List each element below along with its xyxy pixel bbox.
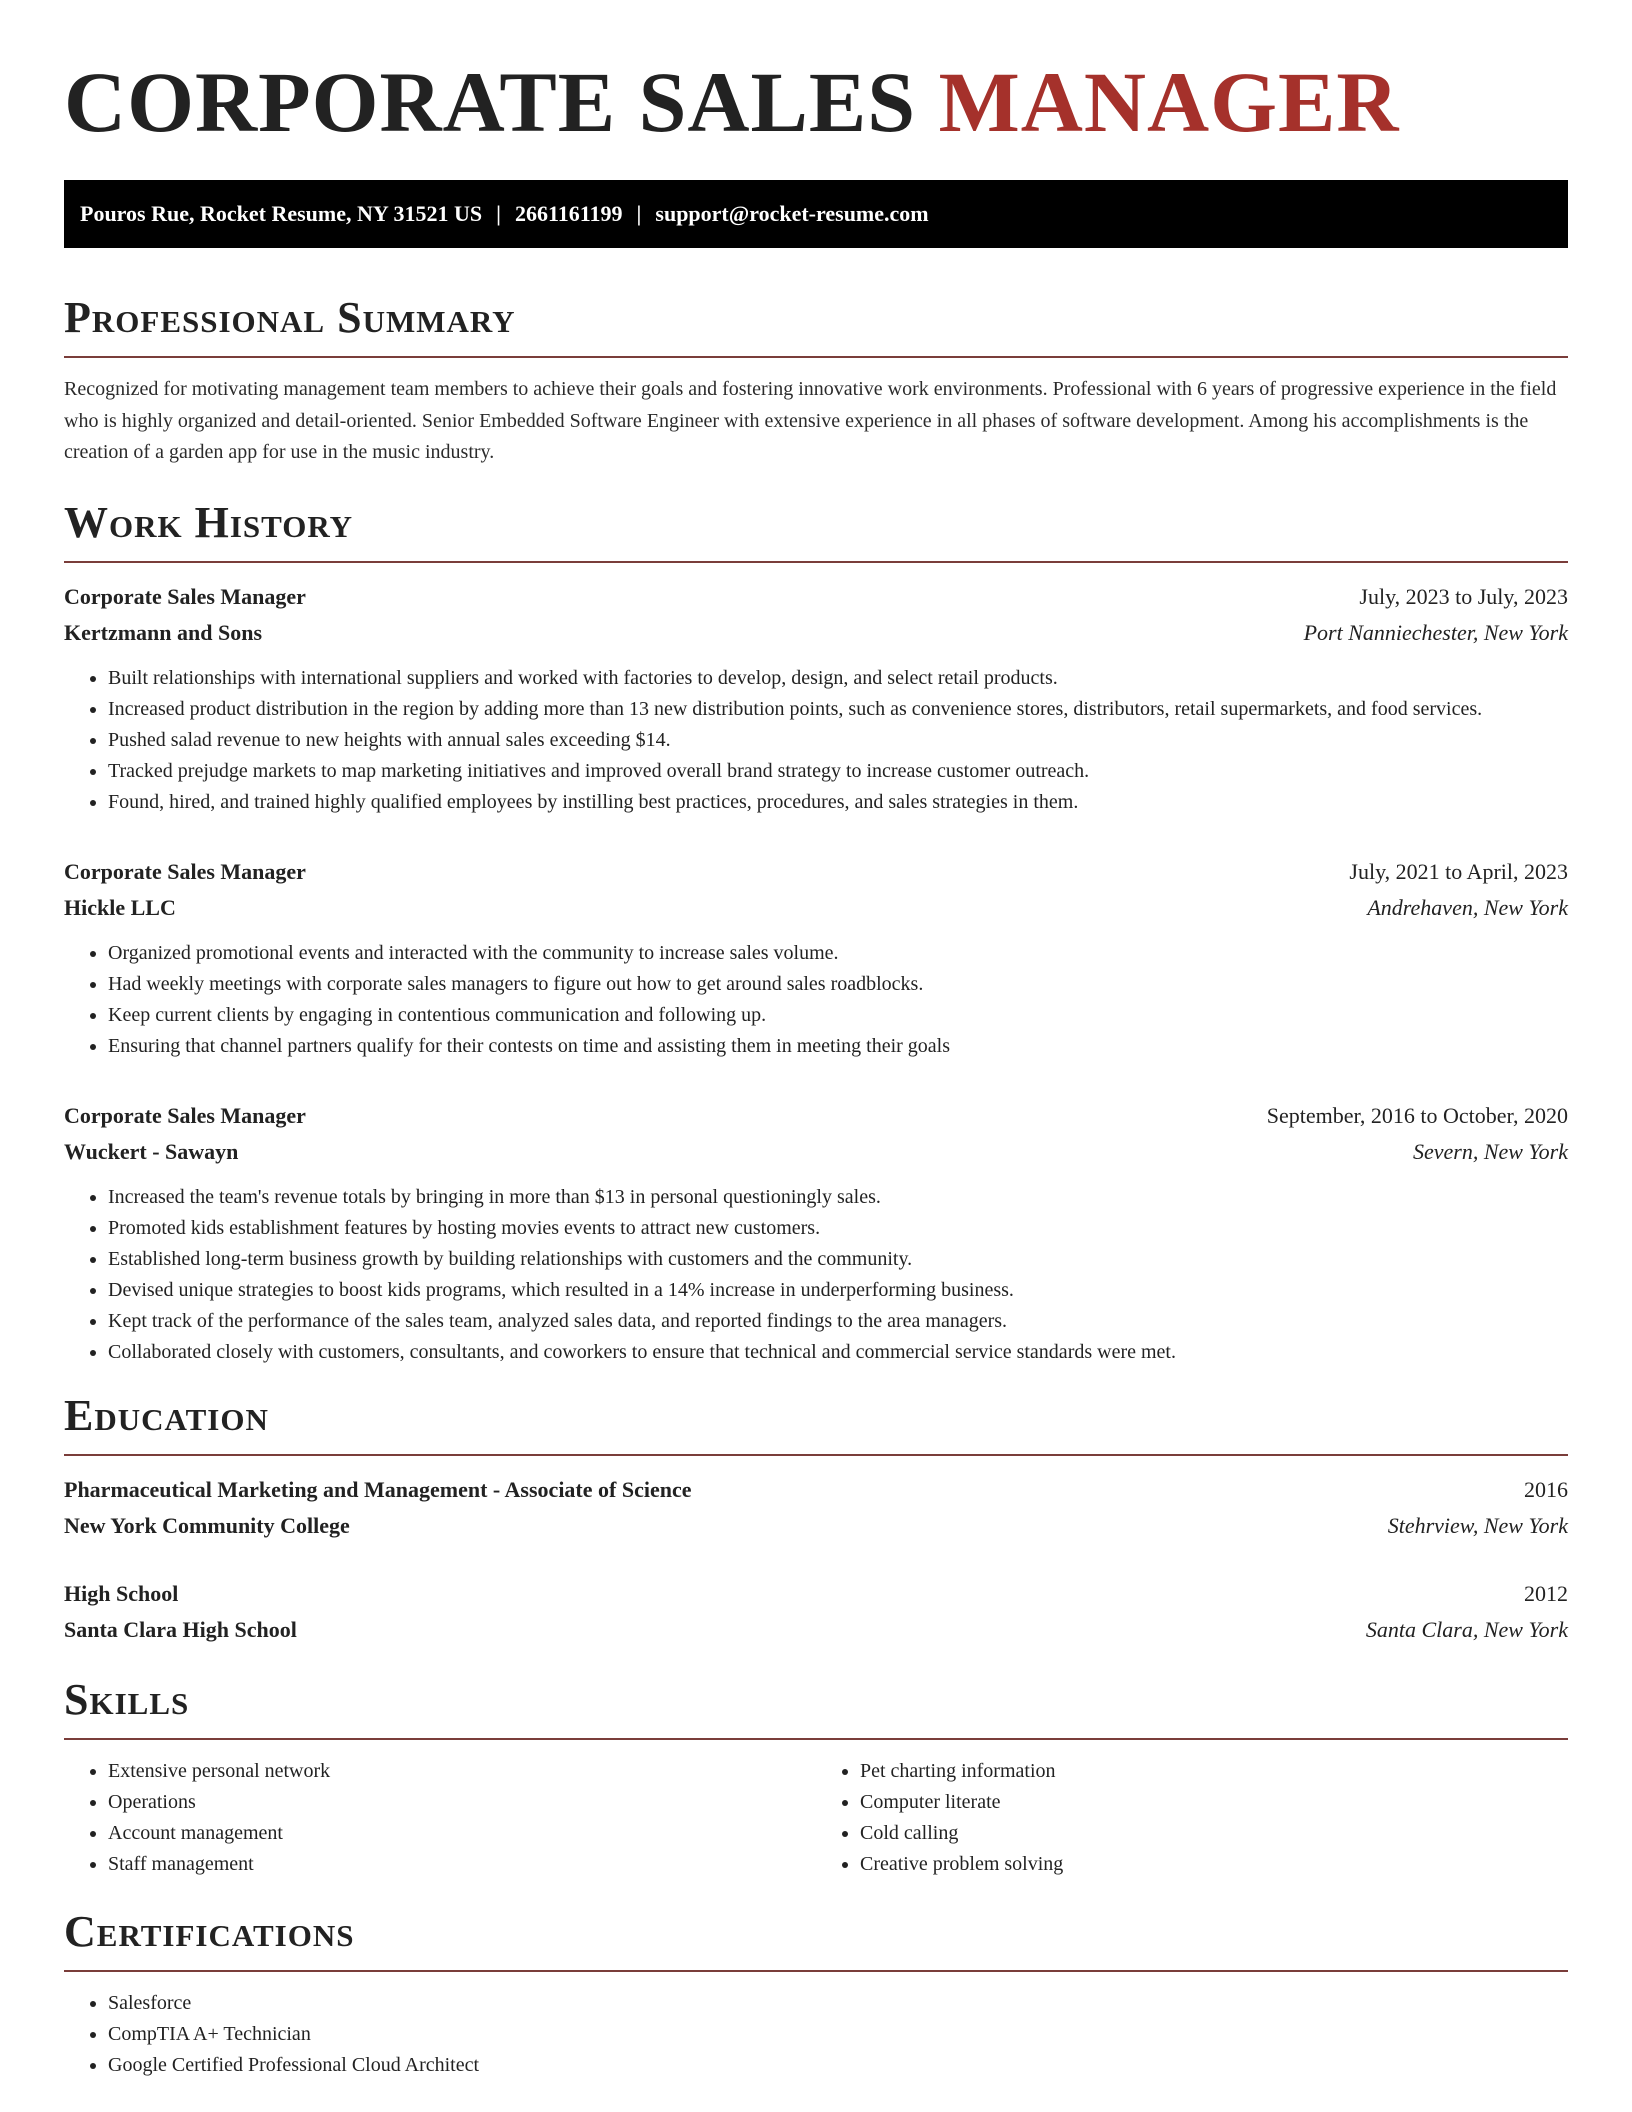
skills-list-left: [64, 1756, 816, 1880]
list-item: • Increased product distribution in the region by adding more than 13 new distribution points, such as convenience stores, distributors, retail supermarkets, and food services.: [108, 694, 1568, 725]
job-entry: [64, 579, 1568, 818]
list-item: • Built relationships with international suppliers and worked with factories to develop, design, and select retail products.: [108, 663, 1568, 694]
section-heading: Skills: [64, 1674, 190, 1724]
job-location: Andrehaven, New York: [1367, 894, 1568, 920]
job-title: Corporate Sales Manager: [64, 1102, 306, 1128]
education-school: New York Community College: [64, 1512, 350, 1538]
contact-separator: |: [636, 201, 642, 226]
education-school: Santa Clara High School: [64, 1616, 297, 1642]
list-item: • Account management: [108, 1818, 816, 1849]
list-item: • CompTIA A+ Technician: [108, 2019, 1568, 2050]
job-entry: [64, 854, 1568, 1062]
list-item: • Cold calling: [860, 1818, 1568, 1849]
list-item: • Google Certified Professional Cloud Architect: [108, 2050, 1568, 2081]
education-location: Santa Clara, New York: [1365, 1616, 1568, 1642]
list-item: • Operations: [108, 1787, 816, 1818]
contact-bar: [64, 180, 1568, 248]
summary-section: [64, 292, 1568, 469]
list-item: • Increased the team's revenue totals by bringing in more than $13 in personal questioningly sales.: [108, 1182, 1568, 1213]
education-degree: High School: [64, 1580, 179, 1606]
section-divider: [64, 356, 1568, 358]
contact-email: support@rocket-resume.com: [655, 201, 929, 226]
education-degree: Pharmaceutical Marketing and Management - Associate of Science: [64, 1476, 692, 1502]
summary-text: Recognized for motivating management team members to achieve their goals and fostering innovative work environments. Professional with 6 years of progressive experience in the field who is highly organized and detail-oriented. Senior Embedded Software Engineer with extensive experience in all phases of software development. Among his accomplishments is the creation of a garden app for use in the music industry.: [64, 378, 1557, 463]
certifications-list: [64, 1988, 1568, 2081]
work-section: [64, 497, 1568, 1368]
list-item: • Devised unique strategies to boost kids programs, which resulted in a 14% increase in underperforming business.: [108, 1275, 1568, 1306]
list-item: • Pet charting information: [860, 1756, 1568, 1787]
section-divider: [64, 1454, 1568, 1456]
list-item: • Collaborated closely with customers, consultants, and coworkers to ensure that technical and commercial service standards were met.: [108, 1337, 1568, 1368]
job-bullets: [64, 938, 1568, 1062]
contact-separator: |: [496, 201, 501, 226]
list-item: • Salesforce: [108, 1988, 1568, 2019]
list-item: • Tracked prejudge markets to map marketing initiatives and improved overall brand strategy to increase customer outreach.: [108, 756, 1568, 787]
job-location: Port Nanniechester, New York: [1303, 619, 1568, 645]
contact-phone: 2661161199: [514, 201, 623, 226]
education-year: 2012: [1524, 1580, 1568, 1606]
title-main: CORPORATE SALES: [64, 54, 917, 150]
job-bullets: [64, 663, 1568, 818]
skills-list-right: [816, 1756, 1568, 1880]
list-item: • Creative problem solving: [860, 1849, 1568, 1880]
list-item: • Established long-term business growth by building relationships with customers and the community.: [108, 1244, 1568, 1275]
education-entry: [64, 1576, 1568, 1648]
job-company: Wuckert - Sawayn: [64, 1138, 239, 1164]
skills-section: [64, 1674, 1568, 1880]
job-dates: July, 2021 to April, 2023: [1349, 858, 1568, 884]
list-item: • Computer literate: [860, 1787, 1568, 1818]
job-dates: September, 2016 to October, 2020: [1266, 1102, 1568, 1128]
list-item: • Had weekly meetings with corporate sales managers to figure out how to get around sales roadblocks.: [108, 969, 1568, 1000]
education-year: 2016: [1524, 1476, 1568, 1502]
job-entry: [64, 1098, 1568, 1368]
section-heading: Education: [64, 1390, 269, 1440]
section-heading: Certifications: [64, 1906, 355, 1956]
contact-address: Pouros Rue, Rocket Resume, NY 31521 US: [80, 201, 483, 226]
list-item: • Ensuring that channel partners qualify for their contests on time and assisting them in meeting their goals: [108, 1031, 1568, 1062]
section-heading: Work History: [64, 497, 354, 547]
skills-columns: [64, 1740, 1568, 1880]
certifications-section: [64, 1906, 1568, 2081]
job-title: Corporate Sales Manager: [64, 583, 306, 609]
list-item: • Keep current clients by engaging in contentious communication and following up.: [108, 1000, 1568, 1031]
job-title: Corporate Sales Manager: [64, 858, 306, 884]
job-location: Severn, New York: [1412, 1138, 1568, 1164]
section-divider: [64, 561, 1568, 563]
list-item: • Extensive personal network: [108, 1756, 816, 1787]
job-bullets: [64, 1182, 1568, 1368]
job-company: Kertzmann and Sons: [64, 619, 263, 645]
education-section: [64, 1390, 1568, 1648]
section-divider: [64, 1970, 1568, 1972]
education-entry: [64, 1472, 1568, 1544]
list-item: • Found, hired, and trained highly qualified employees by instilling best practices, procedures, and sales strategies in them.: [108, 787, 1568, 818]
resume-title: [64, 52, 1568, 152]
section-heading: Professional Summary: [64, 293, 516, 342]
list-item: • Kept track of the performance of the sales team, analyzed sales data, and reported findings to the area managers.: [108, 1306, 1568, 1337]
title-accent: MANAGER: [938, 54, 1400, 150]
job-dates: July, 2023 to July, 2023: [1359, 583, 1568, 609]
list-item: • Staff management: [108, 1849, 816, 1880]
education-location: Stehrview, New York: [1387, 1512, 1568, 1538]
list-item: • Pushed salad revenue to new heights with annual sales exceeding $14.: [108, 725, 1568, 756]
list-item: • Promoted kids establishment features by hosting movies events to attract new customers.: [108, 1213, 1568, 1244]
job-company: Hickle LLC: [64, 894, 176, 920]
list-item: • Organized promotional events and interacted with the community to increase sales volume.: [108, 938, 1568, 969]
